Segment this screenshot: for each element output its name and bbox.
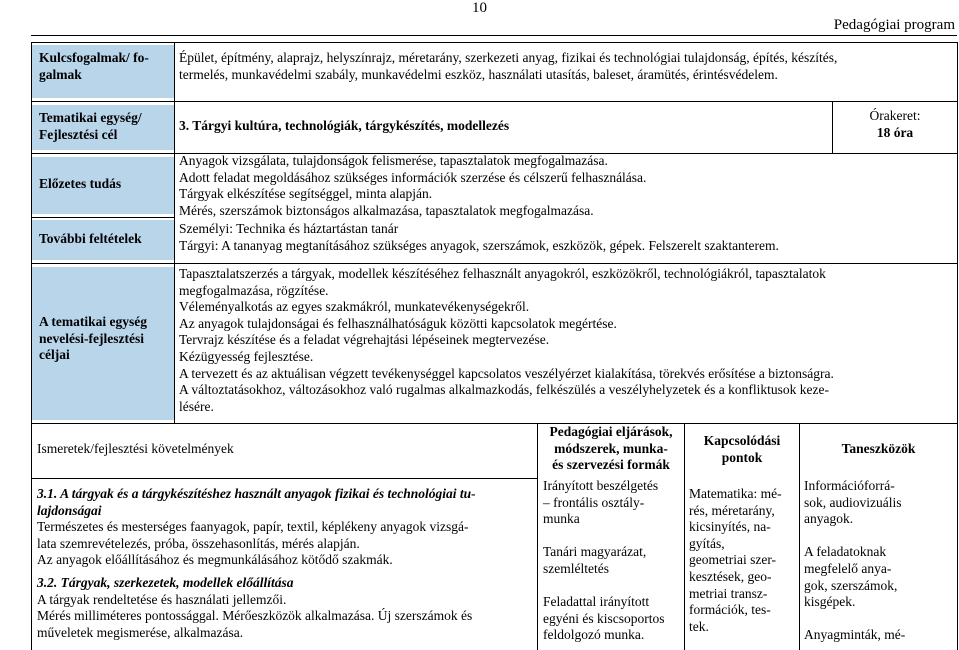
req-s2-line: műveletek megismerése, alkalmazása. bbox=[37, 624, 244, 640]
celjai-line: megfogalmazása, rögzítése. bbox=[179, 282, 329, 298]
req-s2-line: A tárgyak rendeltetése és használati jellemzői. bbox=[37, 591, 287, 607]
celjai-line: lésére. bbox=[179, 398, 214, 414]
label-tovabbi bbox=[31, 231, 174, 248]
celjai-text bbox=[179, 266, 955, 415]
hours-label: Órakeret: bbox=[869, 108, 921, 123]
elozetes-line: Mérés, szerszámok biztonságos alkalmazása, tapasztalatok megfogalmazása. bbox=[179, 202, 594, 218]
req-col3 bbox=[689, 486, 799, 635]
req-header-taneszkozok: Taneszközök bbox=[841, 441, 916, 456]
req-header-pedagogiai-line1: Pedagógiai eljárások, bbox=[549, 424, 673, 439]
req-header-kapcsolodasi-line2: pontok bbox=[721, 449, 763, 465]
elozetes-line: Anyagok vizsgálata, tulajdonságok felismerése, tapasztalatok megfogalmazása. bbox=[179, 153, 608, 168]
req-col3-line: tek. bbox=[689, 618, 709, 634]
req-col2-line: Irányított beszélgetés bbox=[543, 478, 659, 493]
req-s2-title: 3.2. Tárgyak, szerkezetek, modellek előállítása bbox=[37, 574, 294, 590]
kulcsfogalmak-line1: Épület, építmény, alaprajz, helyszínrajz, méretarány, szerkezeti anyag, fizikai és technológiai tulajdonság, építés, készítés, bbox=[179, 50, 838, 65]
row-divider-3 bbox=[31, 217, 175, 218]
label-celjai bbox=[31, 314, 174, 364]
req-col2-line: munka bbox=[543, 511, 580, 527]
kulcsfogalmak-text bbox=[179, 50, 955, 83]
req-col2-line: Feladattal irányított bbox=[543, 594, 650, 610]
req-header-kapcsolodasi-line1: Kapcsolódási bbox=[703, 433, 781, 448]
req-col4-line: kisgépek. bbox=[804, 594, 856, 610]
label-tovabbi-text: További feltételek bbox=[39, 231, 142, 246]
req-col4-line: Információforrá- bbox=[804, 478, 895, 493]
celjai-line: A tervezett és az aktuálisan végzett tevékenységgel kapcsolatos veszélyérzet kialakítása, törekvés erősítése a biztonságra. bbox=[179, 365, 834, 381]
req-col3-line: metriai transz- bbox=[689, 585, 768, 601]
celjai-line: Kézügyesség fejlesztése. bbox=[179, 348, 314, 364]
label-kulcsfogalmak-line2: galmak bbox=[39, 66, 82, 82]
table-border-left bbox=[31, 42, 32, 650]
req-header-pedagogiai-line2: módszerek, munka- bbox=[554, 440, 668, 456]
req-header-divider bbox=[31, 478, 538, 479]
req-col-divider-3 bbox=[799, 424, 800, 650]
req-col3-line: Matematika: mé- bbox=[689, 486, 782, 501]
req-col2-line: – frontális osztály- bbox=[543, 494, 645, 510]
req-col4-line: A feladatoknak bbox=[804, 544, 887, 560]
elozetes-line: Tárgyak elkészítése segítséggel, minta alapján. bbox=[179, 186, 433, 202]
label-elozetes bbox=[31, 176, 174, 193]
row-divider-1 bbox=[31, 101, 958, 102]
label-kulcsfogalmak-line1: Kulcsfogalmak/ fo- bbox=[39, 50, 149, 65]
kulcsfogalmak-line2: termelés, munkavédelmi szabály, munkavédelmi eszköz, használati utasítás, baleset, áramütés, érintésvédelem. bbox=[179, 66, 778, 82]
req-col3-line: rés, méretarány, bbox=[689, 502, 775, 518]
req-col4 bbox=[804, 478, 956, 644]
req-s1-line: Az anyagok előállításához és megmunkálásához kötődő szakmák. bbox=[37, 552, 393, 568]
req-s1-line: lata szemrevételezés, próba, összehasonlítás, mérés alapján. bbox=[37, 535, 360, 551]
tovabbi-line1: Személyi: Technika és háztartástan tanár bbox=[179, 221, 399, 236]
label-celjai-line3: céljai bbox=[39, 347, 70, 363]
req-col4-line: sok, audiovizuális bbox=[804, 494, 902, 510]
elozetes-text bbox=[179, 153, 955, 219]
req-col2-line: feldolgozó munka. bbox=[543, 627, 645, 643]
celjai-line: Véleményalkotás az egyes szakmákról, munkatevékenységekről. bbox=[179, 299, 530, 315]
req-col1 bbox=[37, 486, 534, 641]
table-border-top bbox=[31, 42, 958, 43]
celjai-line: Tapasztalatszerzés a tárgyak, modellek készítéséhez felhasznált anyagokról, eszközökről, technológiákról, tapasztalatok bbox=[179, 266, 826, 281]
hours-box bbox=[833, 108, 957, 141]
req-header-pedagogiai bbox=[538, 424, 684, 474]
req-col4-line bbox=[804, 528, 956, 545]
elozetes-line: Adott feladat megoldásához szükséges információk szerzése és célszerű felhasználása. bbox=[179, 169, 647, 185]
req-col3-line: kicsinyítés, na- bbox=[689, 519, 771, 535]
req-s1-title-line1: 3.1. A tárgyak és a tárgykészítéshez használt anyagok fizikai és technológiai tu- bbox=[37, 486, 476, 501]
req-col4-line: megfelelő anya- bbox=[804, 560, 892, 576]
req-col2-line bbox=[543, 528, 683, 545]
req-header-pedagogiai-line3: és szervezési formák bbox=[552, 457, 670, 473]
label-tematikai-line2: Fejlesztési cél bbox=[39, 126, 118, 142]
row-divider-5 bbox=[31, 423, 958, 424]
tovabbi-text bbox=[179, 221, 955, 254]
label-celjai-line2: nevelési-fejlesztési bbox=[39, 330, 144, 346]
req-col2 bbox=[543, 478, 683, 644]
req-col4-line: anyagok. bbox=[804, 511, 854, 527]
req-col4-line: gok, szerszámok, bbox=[804, 577, 898, 593]
hours-value: 18 óra bbox=[876, 124, 914, 140]
row-divider-4 bbox=[31, 263, 958, 264]
req-col2-line: szemléltetés bbox=[543, 560, 609, 576]
label-celjai-line1: A tematikai egység bbox=[39, 314, 147, 329]
label-elozetes-text: Előzetes tudás bbox=[39, 176, 122, 191]
req-col4-line bbox=[804, 611, 956, 628]
req-col3-line: geometriai szer- bbox=[689, 552, 777, 568]
req-header-ismeretek: Ismeretek/fejlesztési követelmények bbox=[37, 441, 234, 456]
celjai-line: A változtatásokhoz, változásokhoz való rugalmas alkalmazkodás, felkészülés a veszélyhelyzetek és a konfliktusok keze- bbox=[179, 382, 830, 398]
req-s1-title-line2: lajdonságai bbox=[37, 502, 102, 518]
req-col3-line: gyítás, bbox=[689, 535, 725, 551]
tovabbi-line2: Tárgyi: A tananyag megtanításához szükséges anyagok, szerszámok, eszközök, gépek. Felszerelt szaktanterem. bbox=[179, 237, 779, 253]
req-s2-line: Mérés milliméteres pontossággal. Mérőeszközök alkalmazása. Új szerszámok és bbox=[37, 608, 473, 624]
req-col2-line: Tanári magyarázat, bbox=[543, 544, 647, 560]
celjai-line: Az anyagok tulajdonságai és felhasználhatóságuk közötti kapcsolatok megértése. bbox=[179, 315, 617, 331]
header-divider bbox=[31, 35, 957, 36]
req-col3-line: formációk, tes- bbox=[689, 602, 771, 618]
req-col4-line: Anyagminták, mé- bbox=[804, 627, 906, 643]
label-tematikai-line1: Tematikai egység/ bbox=[39, 110, 142, 125]
celjai-line: Tervrajz készítése és a feladat végrehajtási lépéseinek megtervezése. bbox=[179, 332, 550, 348]
program-title: Pedagógiai program bbox=[833, 17, 955, 33]
tematikai-title: 3. Tárgyi kultúra, technológiák, tárgykészítés, modellezés bbox=[179, 118, 510, 133]
label-tematikai bbox=[31, 110, 174, 143]
label-kulcsfogalmak bbox=[31, 50, 174, 83]
table-border-right bbox=[957, 42, 958, 650]
page-number: 10 bbox=[472, 0, 487, 16]
label-column-divider bbox=[174, 42, 175, 424]
req-header-kapcsolodasi bbox=[685, 433, 799, 466]
req-s1-line: Természetes és mesterséges faanyagok, papír, textil, képlékeny anyagok vizsgá- bbox=[37, 519, 469, 535]
req-col2-line: egyéni és kiscsoportos bbox=[543, 610, 665, 626]
req-col2-line bbox=[543, 578, 683, 595]
req-col3-line: kesztések, geo- bbox=[689, 568, 772, 584]
